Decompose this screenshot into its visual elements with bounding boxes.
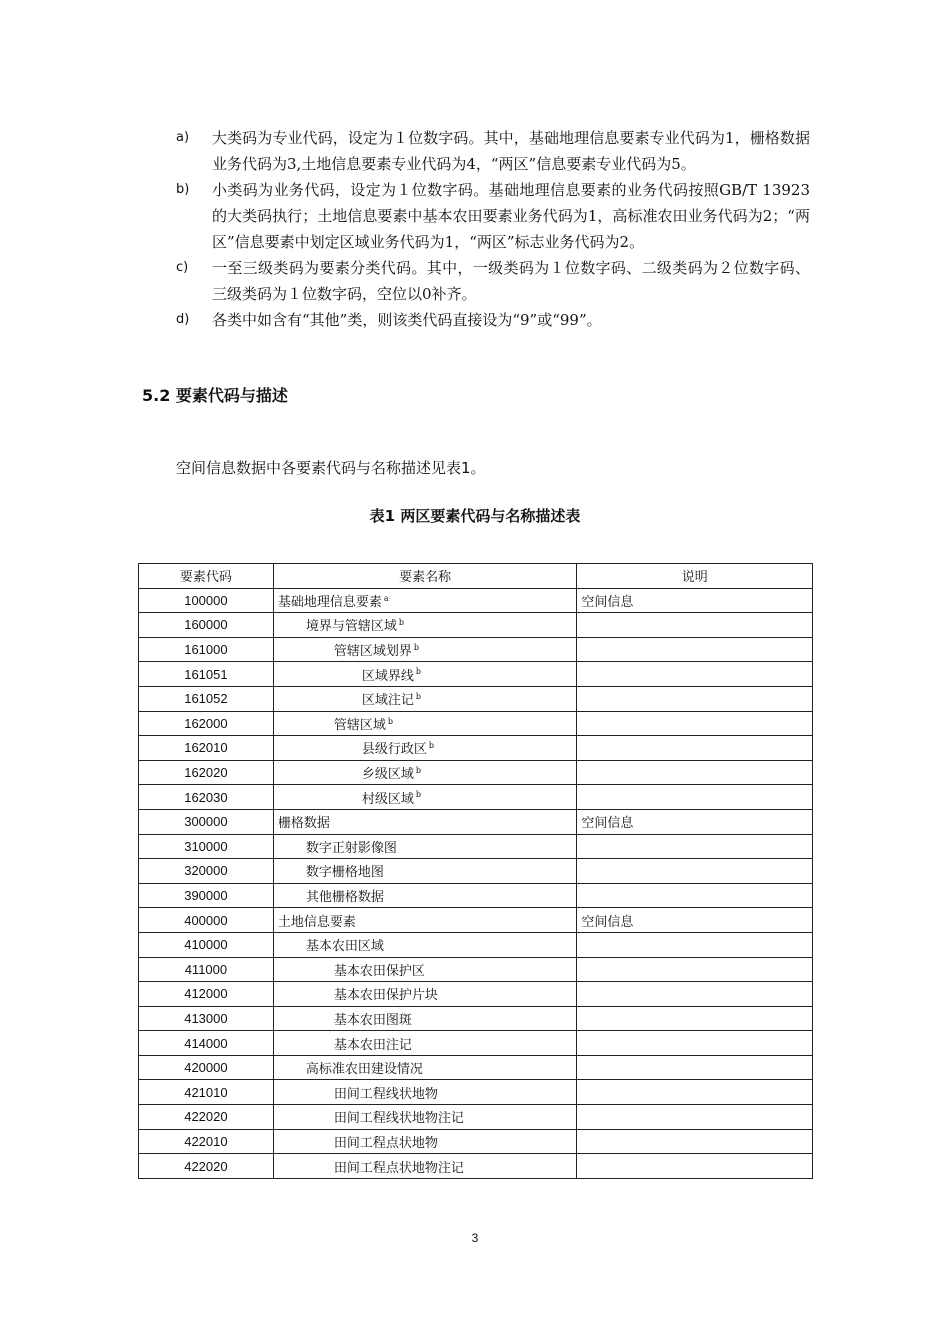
list-item bbox=[176, 177, 810, 255]
cell-name-text: 基本农田保护片块 bbox=[333, 988, 438, 1004]
cell-note bbox=[577, 1154, 813, 1179]
list-marker: d) bbox=[176, 312, 190, 327]
cell-note bbox=[577, 834, 813, 859]
cell-name bbox=[273, 957, 577, 982]
table-row bbox=[139, 785, 813, 810]
table-row bbox=[139, 1055, 813, 1080]
cell-name-text: 高标准农田建设情况 bbox=[305, 1062, 423, 1078]
cell-code: 421010 bbox=[139, 1080, 274, 1105]
cell-code: 390000 bbox=[139, 883, 274, 908]
cell-note bbox=[577, 613, 813, 638]
cell-code: 161000 bbox=[139, 637, 274, 662]
cell-name-text: 基本农田区域 bbox=[305, 939, 384, 955]
table-row bbox=[139, 662, 813, 687]
cell-name-text: 基本农田注记 bbox=[333, 1037, 412, 1053]
cell-note bbox=[577, 637, 813, 662]
footnote-marker: b bbox=[413, 642, 419, 652]
table-row bbox=[139, 834, 813, 859]
list-item bbox=[176, 255, 810, 307]
cell-name bbox=[273, 834, 577, 859]
cell-name bbox=[273, 785, 577, 810]
cell-name bbox=[273, 736, 577, 761]
cell-code: 410000 bbox=[139, 932, 274, 957]
cell-code: 162010 bbox=[139, 736, 274, 761]
cell-note bbox=[577, 1080, 813, 1105]
cell-name-text: 数字栅格地图 bbox=[305, 865, 384, 881]
cell-code: 310000 bbox=[139, 834, 274, 859]
cell-name-text: 基本农田图斑 bbox=[333, 1012, 412, 1028]
list-text: 大类码为专业代码，设定为１位数字码。其中，基础地理信息要素专业代码为1，栅格数据业务代码为3,土地信息要素专业代码为4，“两区”信息要素专业代码为5。 bbox=[212, 129, 810, 173]
cell-name bbox=[273, 613, 577, 638]
cell-note bbox=[577, 686, 813, 711]
cell-code: 413000 bbox=[139, 1006, 274, 1031]
cell-note bbox=[577, 1055, 813, 1080]
cell-note: 空间信息 bbox=[577, 908, 813, 933]
cell-name-text: 数字正射影像图 bbox=[305, 840, 397, 856]
cell-name bbox=[273, 883, 577, 908]
list-marker: c) bbox=[176, 260, 189, 275]
footnote-marker: b bbox=[415, 667, 421, 677]
cell-name-text: 区域注记 bbox=[361, 693, 414, 709]
cell-name-text: 其他栅格数据 bbox=[305, 890, 384, 906]
cell-name-text: 村级区域 bbox=[361, 791, 414, 807]
cell-name-text: 区域界线 bbox=[361, 668, 414, 684]
table-row bbox=[139, 1105, 813, 1130]
element-code-table bbox=[138, 563, 813, 1179]
cell-code: 162030 bbox=[139, 785, 274, 810]
cell-note bbox=[577, 932, 813, 957]
table-caption: 表1 两区要素代码与名称描述表 bbox=[369, 507, 581, 525]
column-header-note: 说明 bbox=[577, 564, 813, 589]
cell-name bbox=[273, 932, 577, 957]
cell-name bbox=[273, 662, 577, 687]
table-row bbox=[139, 736, 813, 761]
footnote-marker: b bbox=[415, 765, 421, 775]
cell-note bbox=[577, 785, 813, 810]
cell-code: 400000 bbox=[139, 908, 274, 933]
cell-note bbox=[577, 883, 813, 908]
cell-note bbox=[577, 736, 813, 761]
footnote-marker: b bbox=[398, 618, 404, 628]
table-row bbox=[139, 908, 813, 933]
cell-name-text: 田间工程点状地物 bbox=[333, 1135, 438, 1151]
cell-note bbox=[577, 711, 813, 736]
cell-code: 100000 bbox=[139, 588, 274, 613]
cell-code: 420000 bbox=[139, 1055, 274, 1080]
cell-name bbox=[273, 760, 577, 785]
cell-note bbox=[577, 662, 813, 687]
table-row bbox=[139, 932, 813, 957]
cell-note bbox=[577, 1031, 813, 1056]
cell-name bbox=[273, 982, 577, 1007]
cell-name-text: 田间工程线状地物 bbox=[333, 1086, 438, 1102]
cell-name-text: 管辖区域 bbox=[333, 717, 386, 733]
table-header-row bbox=[139, 564, 813, 589]
intro-paragraph: 空间信息数据中各要素代码与名称描述见表1。 bbox=[176, 459, 486, 477]
cell-name-text: 基本农田保护区 bbox=[333, 963, 425, 979]
column-header-name: 要素名称 bbox=[273, 564, 577, 589]
table-row bbox=[139, 1154, 813, 1179]
cell-code: 161052 bbox=[139, 686, 274, 711]
list-item bbox=[176, 125, 810, 177]
table-row bbox=[139, 859, 813, 884]
cell-name-text: 土地信息要素 bbox=[277, 914, 356, 930]
list-text: 各类中如含有“其他”类，则该类代码直接设为“9”或“99”。 bbox=[212, 311, 602, 329]
table-body bbox=[139, 588, 813, 1178]
cell-code: 320000 bbox=[139, 859, 274, 884]
column-header-code: 要素代码 bbox=[139, 564, 274, 589]
footnote-marker: a bbox=[383, 593, 389, 603]
cell-code: 411000 bbox=[139, 957, 274, 982]
table-row bbox=[139, 637, 813, 662]
cell-name-text: 田间工程线状地物注记 bbox=[333, 1111, 464, 1127]
cell-note bbox=[577, 1129, 813, 1154]
cell-code: 422020 bbox=[139, 1105, 274, 1130]
cell-note bbox=[577, 1105, 813, 1130]
table-row bbox=[139, 711, 813, 736]
footnote-marker: b bbox=[415, 691, 421, 701]
cell-name bbox=[273, 859, 577, 884]
footnote-marker: b bbox=[428, 741, 434, 751]
cell-code: 414000 bbox=[139, 1031, 274, 1056]
cell-name-text: 田间工程点状地物注记 bbox=[333, 1160, 464, 1176]
cell-note: 空间信息 bbox=[577, 809, 813, 834]
list-item bbox=[176, 307, 810, 333]
cell-code: 162000 bbox=[139, 711, 274, 736]
table-row bbox=[139, 883, 813, 908]
cell-name-text: 管辖区域划界 bbox=[333, 644, 412, 660]
cell-name bbox=[273, 1154, 577, 1179]
cell-code: 300000 bbox=[139, 809, 274, 834]
table-row bbox=[139, 1080, 813, 1105]
cell-code: 161051 bbox=[139, 662, 274, 687]
list-marker: a) bbox=[176, 130, 190, 145]
cell-note bbox=[577, 957, 813, 982]
table-row bbox=[139, 982, 813, 1007]
cell-note: 空间信息 bbox=[577, 588, 813, 613]
footnote-marker: b bbox=[415, 790, 421, 800]
cell-code: 412000 bbox=[139, 982, 274, 1007]
list-marker: b) bbox=[176, 182, 190, 197]
list-text: 一至三级类码为要素分类代码。其中，一级类码为１位数字码、二级类码为２位数字码、三级类码为１位数字码，空位以0补齐。 bbox=[212, 259, 810, 303]
footnote-marker: b bbox=[387, 716, 393, 726]
cell-name bbox=[273, 1105, 577, 1130]
table-row bbox=[139, 588, 813, 613]
cell-name bbox=[273, 1006, 577, 1031]
page-number: 3 bbox=[471, 1231, 479, 1245]
section-heading: 5.2 要素代码与描述 bbox=[142, 386, 288, 405]
cell-name bbox=[273, 711, 577, 736]
cell-code: 422010 bbox=[139, 1129, 274, 1154]
cell-name bbox=[273, 686, 577, 711]
table-row bbox=[139, 1006, 813, 1031]
table-row bbox=[139, 957, 813, 982]
cell-name-text: 栅格数据 bbox=[277, 816, 330, 832]
cell-name bbox=[273, 809, 577, 834]
table-row bbox=[139, 686, 813, 711]
cell-note bbox=[577, 982, 813, 1007]
cell-name bbox=[273, 1129, 577, 1154]
cell-name bbox=[273, 1055, 577, 1080]
cell-code: 162020 bbox=[139, 760, 274, 785]
cell-name bbox=[273, 1080, 577, 1105]
table-row bbox=[139, 1129, 813, 1154]
table-row bbox=[139, 809, 813, 834]
cell-note bbox=[577, 760, 813, 785]
cell-name bbox=[273, 588, 577, 613]
table-row bbox=[139, 613, 813, 638]
list-text: 小类码为业务代码，设定为１位数字码。基础地理信息要素的业务代码按照GB/T 13923的大类码执行；土地信息要素中基本农田要素业务代码为1，高标准农田业务代码为2；“两区”信息要素中划定区域业务代码为1，“两区”标志业务代码为2。 bbox=[212, 181, 810, 251]
table-row bbox=[139, 760, 813, 785]
definition-list bbox=[176, 125, 810, 333]
table-row bbox=[139, 1031, 813, 1056]
cell-name bbox=[273, 1031, 577, 1056]
cell-name bbox=[273, 908, 577, 933]
cell-code: 422020 bbox=[139, 1154, 274, 1179]
cell-name-text: 基础地理信息要素 bbox=[277, 594, 382, 610]
cell-note bbox=[577, 859, 813, 884]
cell-name-text: 乡级区域 bbox=[361, 767, 414, 783]
cell-name bbox=[273, 637, 577, 662]
cell-name-text: 县级行政区 bbox=[361, 742, 427, 758]
cell-code: 160000 bbox=[139, 613, 274, 638]
cell-note bbox=[577, 1006, 813, 1031]
cell-name-text: 境界与管辖区域 bbox=[305, 619, 397, 635]
